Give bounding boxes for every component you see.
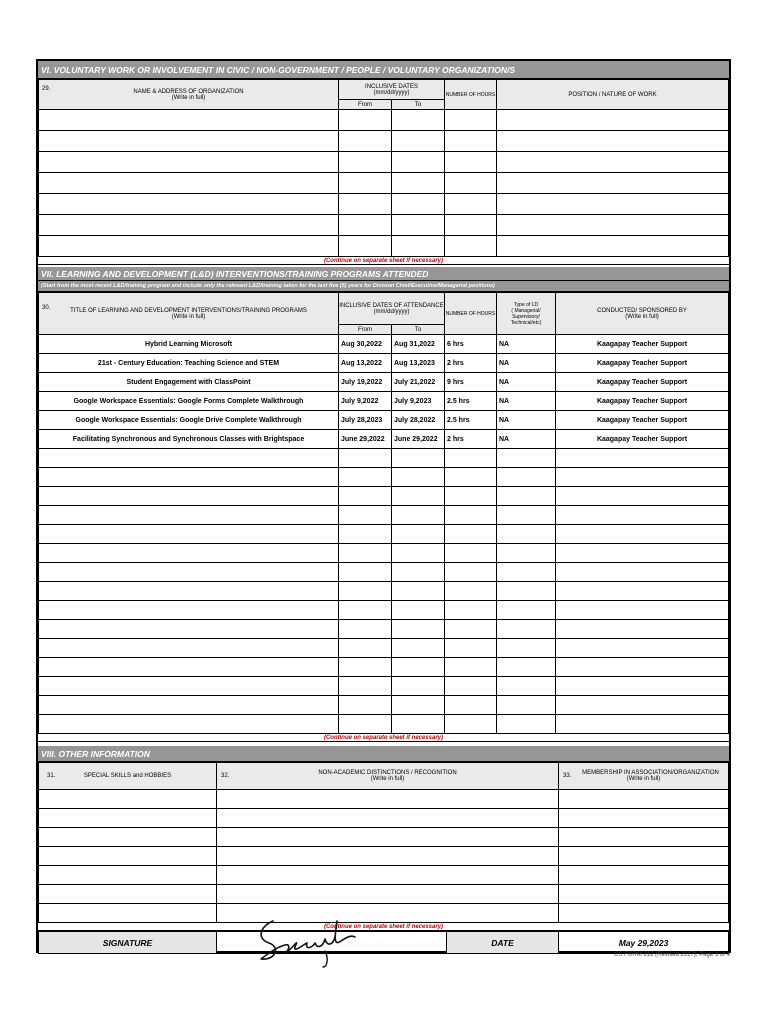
training-type[interactable]: NA: [497, 354, 556, 373]
table-row: [39, 506, 729, 525]
cell[interactable]: [392, 563, 445, 582]
cell[interactable]: [445, 449, 497, 468]
pds-form-page: [36, 59, 731, 953]
cell[interactable]: [556, 582, 729, 601]
training-type[interactable]: NA: [497, 373, 556, 392]
cell[interactable]: [392, 601, 445, 620]
cell[interactable]: [39, 468, 339, 487]
cell[interactable]: [445, 215, 497, 236]
training-from[interactable]: July 19,2022: [339, 373, 392, 392]
training-sponsor[interactable]: Kaagapay Teacher Support: [556, 354, 729, 373]
cell[interactable]: [497, 468, 556, 487]
table-row: [39, 866, 729, 885]
cell[interactable]: [497, 715, 556, 734]
cell[interactable]: [497, 639, 556, 658]
cell[interactable]: [497, 506, 556, 525]
section-title: VI. VOLUNTARY WORK OR INVOLVEMENT IN CIVIC / NON-GOVERNMENT / PEOPLE / VOLUNTARY ORGANIZATION/S: [38, 61, 729, 79]
cell[interactable]: [217, 847, 559, 866]
cell[interactable]: [497, 236, 729, 257]
cell[interactable]: [392, 620, 445, 639]
cell[interactable]: [556, 487, 729, 506]
table-row: [39, 430, 729, 449]
cell[interactable]: [392, 449, 445, 468]
header-type: [497, 293, 556, 335]
section-title: VIII. OTHER INFORMATION: [38, 746, 729, 762]
cell[interactable]: [445, 563, 497, 582]
table-row: [39, 639, 729, 658]
table-row: [39, 392, 729, 411]
cell[interactable]: [392, 696, 445, 715]
table-row: [39, 525, 729, 544]
header-label: TITLE OF LEARNING AND DEVELOPMENT INTERVENTIONS/TRAINING PROGRAMS: [70, 307, 307, 314]
table-row: [39, 658, 729, 677]
cell[interactable]: [339, 449, 392, 468]
cell[interactable]: [497, 563, 556, 582]
cell[interactable]: [339, 506, 392, 525]
table-row: [39, 847, 729, 866]
cell[interactable]: [497, 582, 556, 601]
table-row: [39, 601, 729, 620]
header-sublabel: (Write in full): [370, 776, 405, 782]
table-row: [39, 354, 729, 373]
table-row: [39, 373, 729, 392]
cell[interactable]: [445, 468, 497, 487]
cell[interactable]: [392, 544, 445, 563]
training-type[interactable]: NA: [497, 430, 556, 449]
continue-note: (Continue on separate sheet if necessary): [38, 257, 729, 265]
cell[interactable]: [39, 696, 339, 715]
table-row: [39, 696, 729, 715]
cell[interactable]: [497, 152, 729, 173]
training-hours[interactable]: 6 hrs: [445, 335, 497, 354]
training-sponsor[interactable]: Kaagapay Teacher Support: [556, 392, 729, 411]
cell[interactable]: [445, 152, 497, 173]
table-row: [39, 620, 729, 639]
cell[interactable]: [339, 468, 392, 487]
training-hours[interactable]: 2.5 hrs: [445, 392, 497, 411]
training-from[interactable]: Aug 13,2022: [339, 354, 392, 373]
cell[interactable]: [445, 173, 497, 194]
cell[interactable]: [392, 152, 445, 173]
cell[interactable]: [445, 194, 497, 215]
header-label: MEMBERSHIP IN ASSOCIATION/ORGANIZATION: [582, 770, 719, 776]
header-sublabel: (mm/dd/yyyy): [373, 308, 410, 315]
cell[interactable]: [339, 544, 392, 563]
cell[interactable]: [497, 487, 556, 506]
training-to[interactable]: Aug 13,2023: [392, 354, 445, 373]
table-row: [39, 715, 729, 734]
cell[interactable]: [39, 487, 339, 506]
cell[interactable]: [559, 809, 729, 828]
cell[interactable]: [392, 468, 445, 487]
table-row: [39, 152, 729, 173]
training-to[interactable]: June 29,2022: [392, 430, 445, 449]
cell[interactable]: [392, 194, 445, 215]
cell[interactable]: [392, 173, 445, 194]
cell[interactable]: [339, 525, 392, 544]
header-sublabel: Technical/etc): [510, 319, 542, 326]
table-row: [39, 582, 729, 601]
cell[interactable]: [497, 544, 556, 563]
table-row: [39, 790, 729, 809]
cell[interactable]: [556, 620, 729, 639]
cell[interactable]: [497, 658, 556, 677]
cell[interactable]: [39, 677, 339, 696]
training-from[interactable]: July 28,2023: [339, 411, 392, 430]
cell[interactable]: [497, 173, 729, 194]
cell[interactable]: [339, 131, 392, 152]
cell[interactable]: [339, 236, 392, 257]
cell[interactable]: [556, 715, 729, 734]
table-row: [39, 449, 729, 468]
table-row: [39, 544, 729, 563]
cell[interactable]: [39, 563, 339, 582]
cell[interactable]: [445, 131, 497, 152]
cell[interactable]: [39, 544, 339, 563]
table-row: [39, 194, 729, 215]
header-dates: [339, 293, 445, 325]
cell[interactable]: [559, 847, 729, 866]
cell[interactable]: [39, 601, 339, 620]
training-from[interactable]: July 9,2022: [339, 392, 392, 411]
header-title: [39, 293, 339, 335]
cell[interactable]: [217, 809, 559, 828]
cell[interactable]: [445, 677, 497, 696]
continue-note: (Continue on separate sheet if necessary): [38, 923, 729, 931]
training-hours[interactable]: 2 hrs: [445, 430, 497, 449]
header-label: NON-ACADEMIC DISTINCTIONS / RECOGNITION: [318, 770, 457, 776]
cell[interactable]: [339, 152, 392, 173]
cell[interactable]: [445, 236, 497, 257]
training-to[interactable]: Aug 31,2022: [392, 335, 445, 354]
header-sublabel: (Write in full): [171, 94, 206, 101]
table-row: [39, 677, 729, 696]
cell[interactable]: [217, 790, 559, 809]
handwritten-signature-icon: [255, 917, 365, 969]
section-learning-development: [38, 267, 729, 742]
cell[interactable]: [559, 790, 729, 809]
table-row: [39, 236, 729, 257]
header-sublabel: ( Managerial/: [511, 307, 541, 314]
table-row: [39, 335, 729, 354]
header-sublabel: (Write in full): [626, 776, 661, 782]
section-voluntary-work: [38, 61, 729, 265]
date-value[interactable]: May 29,2023: [559, 932, 729, 954]
header-sublabel: (Write in full): [171, 313, 206, 320]
cell[interactable]: [39, 215, 339, 236]
training-title[interactable]: Google Workspace Essentials: Google Forms Complete Walkthrough: [39, 392, 339, 411]
cell[interactable]: [217, 828, 559, 847]
cell[interactable]: [217, 885, 559, 904]
cell[interactable]: [339, 620, 392, 639]
item-number: 31.: [47, 773, 56, 779]
header-label: NAME & ADDRESS OF ORGANIZATION: [133, 88, 244, 95]
signature-label: SIGNATURE: [39, 932, 217, 954]
cell[interactable]: [445, 620, 497, 639]
cell[interactable]: [39, 110, 339, 131]
cell[interactable]: [497, 620, 556, 639]
table-row: [39, 487, 729, 506]
cell[interactable]: [392, 582, 445, 601]
cell[interactable]: [445, 658, 497, 677]
cell[interactable]: [39, 506, 339, 525]
training-title[interactable]: Student Engagement with ClassPoint: [39, 373, 339, 392]
table-row: [39, 215, 729, 236]
training-type[interactable]: NA: [497, 411, 556, 430]
cell[interactable]: [559, 904, 729, 923]
table-row: [39, 468, 729, 487]
training-to[interactable]: July 21,2022: [392, 373, 445, 392]
cell[interactable]: [445, 715, 497, 734]
cell[interactable]: [339, 487, 392, 506]
cell[interactable]: [497, 215, 729, 236]
cell[interactable]: [39, 582, 339, 601]
table-row: [39, 904, 729, 923]
voluntary-work-table: [38, 79, 729, 257]
header-membership: [559, 763, 729, 790]
cell[interactable]: [445, 525, 497, 544]
cell[interactable]: [392, 658, 445, 677]
learning-development-table: [38, 292, 729, 734]
cell[interactable]: [39, 885, 217, 904]
table-row: [39, 411, 729, 430]
header-sponsor: [556, 293, 729, 335]
header-from: From: [339, 325, 392, 335]
cell[interactable]: [392, 506, 445, 525]
header-from: From: [339, 100, 392, 110]
table-row: [39, 110, 729, 131]
cell[interactable]: [556, 449, 729, 468]
cell[interactable]: [497, 194, 729, 215]
cell[interactable]: [339, 582, 392, 601]
training-title[interactable]: Google Workspace Essentials: Google Drive Complete Walkthrough: [39, 411, 339, 430]
header-hours: NUMBER OF HOURS: [445, 80, 497, 110]
cell[interactable]: [39, 658, 339, 677]
cell[interactable]: [39, 715, 339, 734]
table-row: [39, 173, 729, 194]
cell[interactable]: [39, 809, 217, 828]
header-hours: NUMBER OF HOURS: [445, 293, 497, 335]
cell[interactable]: [392, 487, 445, 506]
cell[interactable]: [39, 639, 339, 658]
table-row: [39, 828, 729, 847]
cell[interactable]: [392, 110, 445, 131]
header-sublabel: Supervisory/: [512, 313, 540, 320]
header-sublabel: (mm/dd/yyyy): [373, 89, 410, 96]
header-label: CONDUCTED/ SPONSORED BY: [597, 307, 687, 314]
cell[interactable]: [392, 639, 445, 658]
cell[interactable]: [445, 544, 497, 563]
continue-note: (Continue on separate sheet if necessary): [38, 734, 729, 742]
cell[interactable]: [556, 601, 729, 620]
cell[interactable]: [39, 194, 339, 215]
date-label: DATE: [447, 932, 559, 954]
cell[interactable]: [497, 449, 556, 468]
cell[interactable]: [497, 677, 556, 696]
table-row: [39, 563, 729, 582]
header-skills: [39, 763, 217, 790]
cell[interactable]: [445, 639, 497, 658]
cell[interactable]: [556, 468, 729, 487]
cell[interactable]: [39, 828, 217, 847]
cell[interactable]: [39, 525, 339, 544]
item-number: 32.: [221, 773, 230, 779]
header-organization: [39, 80, 339, 110]
cell[interactable]: [392, 525, 445, 544]
cell[interactable]: [339, 715, 392, 734]
cell[interactable]: [497, 525, 556, 544]
table-row: [39, 885, 729, 904]
cell[interactable]: [445, 110, 497, 131]
section-subtitle: (Start from the most recent L&D/training program and include only the relevant L&D/training taken for the last five (5) years for Division Chief/Executive/Managerial positions): [38, 281, 729, 292]
section-other-information: [38, 746, 729, 954]
cell[interactable]: [556, 658, 729, 677]
training-title[interactable]: Facilitating Synchronous and Synchronous Classes with Brightspace: [39, 430, 339, 449]
cell[interactable]: [339, 194, 392, 215]
cell[interactable]: [556, 506, 729, 525]
training-to[interactable]: July 9,2023: [392, 392, 445, 411]
cell[interactable]: [339, 658, 392, 677]
training-sponsor[interactable]: Kaagapay Teacher Support: [556, 430, 729, 449]
item-number: 29.: [42, 86, 51, 92]
cell[interactable]: [445, 506, 497, 525]
header-label: Type of LD: [513, 301, 539, 308]
cell[interactable]: [39, 847, 217, 866]
cell[interactable]: [339, 215, 392, 236]
cell[interactable]: [39, 449, 339, 468]
training-title[interactable]: Hybrid Learning Microsoft: [39, 335, 339, 354]
cell[interactable]: [39, 236, 339, 257]
cell[interactable]: [556, 696, 729, 715]
cell[interactable]: [497, 696, 556, 715]
cell[interactable]: [39, 173, 339, 194]
cell[interactable]: [445, 696, 497, 715]
training-to[interactable]: July 28,2022: [392, 411, 445, 430]
cell[interactable]: [445, 582, 497, 601]
cell[interactable]: [39, 866, 217, 885]
section-title: VII. LEARNING AND DEVELOPMENT (L&D) INTERVENTIONS/TRAINING PROGRAMS ATTENDED: [38, 267, 729, 281]
training-hours[interactable]: 2.5 hrs: [445, 411, 497, 430]
header-label: INCLUSIVE DATES: [365, 83, 418, 90]
header-label: SPECIAL SKILLS and HOBBIES: [83, 773, 172, 779]
cell[interactable]: [339, 696, 392, 715]
cell[interactable]: [497, 110, 729, 131]
training-hours[interactable]: 2 hrs: [445, 354, 497, 373]
other-information-table: [38, 762, 729, 923]
cell[interactable]: [339, 563, 392, 582]
training-sponsor[interactable]: Kaagapay Teacher Support: [556, 411, 729, 430]
training-from[interactable]: Aug 30,2022: [339, 335, 392, 354]
cell[interactable]: [559, 828, 729, 847]
cell[interactable]: [39, 131, 339, 152]
training-from[interactable]: June 29,2022: [339, 430, 392, 449]
cell[interactable]: [39, 904, 217, 923]
cell[interactable]: [556, 639, 729, 658]
training-sponsor[interactable]: Kaagapay Teacher Support: [556, 373, 729, 392]
cell[interactable]: [392, 215, 445, 236]
cell[interactable]: [39, 620, 339, 639]
header-distinctions: [217, 763, 559, 790]
cell[interactable]: [445, 601, 497, 620]
cell[interactable]: [217, 866, 559, 885]
cell[interactable]: [497, 601, 556, 620]
training-type[interactable]: NA: [497, 392, 556, 411]
training-title[interactable]: 21st - Century Education: Teaching Science and STEM: [39, 354, 339, 373]
cell[interactable]: [445, 487, 497, 506]
cell[interactable]: [497, 131, 729, 152]
training-hours[interactable]: 9 hrs: [445, 373, 497, 392]
cell[interactable]: [556, 677, 729, 696]
cell[interactable]: [339, 677, 392, 696]
cell[interactable]: [559, 866, 729, 885]
cell[interactable]: [392, 715, 445, 734]
cell[interactable]: [392, 131, 445, 152]
training-sponsor[interactable]: Kaagapay Teacher Support: [556, 335, 729, 354]
header-position: POSITION / NATURE OF WORK: [497, 80, 729, 110]
signature-table: [38, 931, 729, 954]
cell[interactable]: [339, 639, 392, 658]
cell[interactable]: [556, 525, 729, 544]
cell[interactable]: [39, 152, 339, 173]
cell[interactable]: [339, 601, 392, 620]
training-type[interactable]: NA: [497, 335, 556, 354]
cell[interactable]: [556, 563, 729, 582]
cell[interactable]: [559, 885, 729, 904]
header-dates: [339, 80, 445, 100]
header-sublabel: (Write in full): [625, 313, 659, 320]
header-to: To: [392, 100, 445, 110]
header-label: INCLUSIVE DATES OF ATTENDANCE: [339, 302, 444, 309]
form-footer: CS FORM 212 (Revised 2017), Page 3 of 4: [614, 952, 730, 958]
cell[interactable]: [392, 677, 445, 696]
item-number: 33.: [563, 773, 572, 779]
cell[interactable]: [556, 544, 729, 563]
cell[interactable]: [339, 173, 392, 194]
header-to: To: [392, 325, 445, 335]
cell[interactable]: [392, 236, 445, 257]
item-number: 30.: [42, 305, 51, 311]
cell[interactable]: [39, 790, 217, 809]
table-row: [39, 809, 729, 828]
cell[interactable]: [339, 110, 392, 131]
table-row: [39, 131, 729, 152]
